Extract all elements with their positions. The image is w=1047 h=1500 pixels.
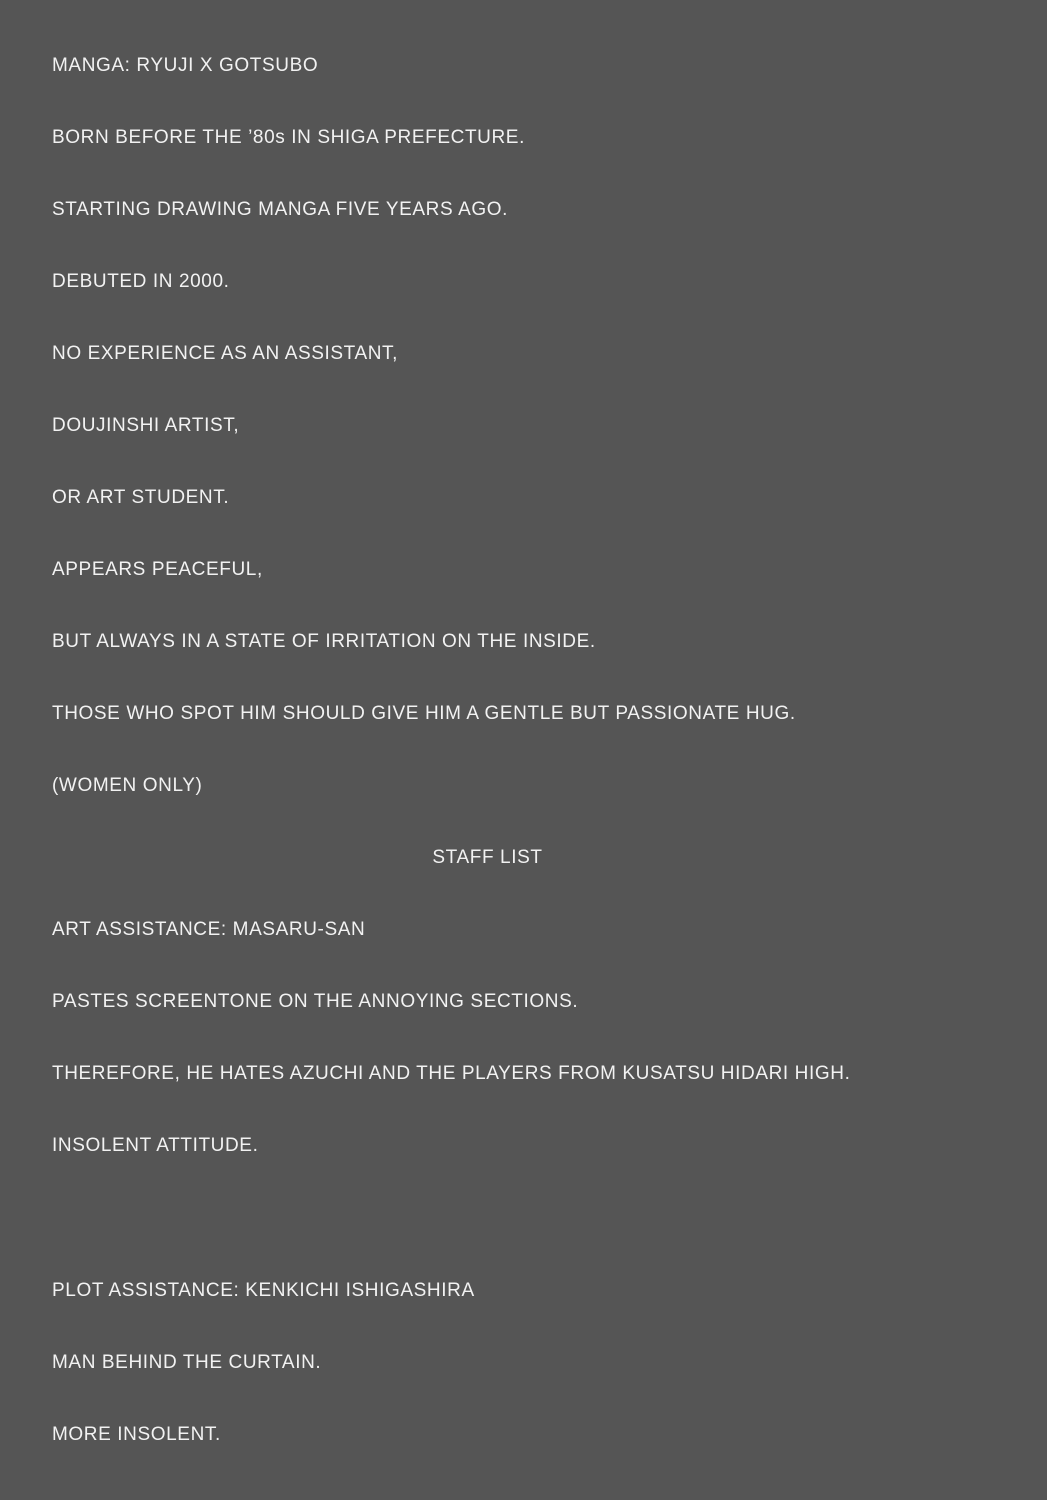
author-heading: MANGA: RYUJI X GOTSUBO xyxy=(52,55,319,76)
bio-line: OR ART STUDENT. xyxy=(52,487,230,508)
art-assistance-line: INSOLENT ATTITUDE. xyxy=(52,1135,259,1156)
bio-line: DEBUTED IN 2000. xyxy=(52,271,230,292)
plot-assistance-line: MORE INSOLENT. xyxy=(52,1424,221,1445)
plot-assistance-line: MAN BEHIND THE CURTAIN. xyxy=(52,1352,322,1373)
plot-assistance-heading: PLOT ASSISTANCE: KENKICHI ISHIGASHIRA xyxy=(52,1280,475,1301)
bio-line: APPEARS PEACEFUL, xyxy=(52,559,263,580)
art-assistance-heading: ART ASSISTANCE: MASARU-SAN xyxy=(52,919,366,940)
bio-line: STARTING DRAWING MANGA FIVE YEARS AGO. xyxy=(52,199,509,220)
art-assistance-line: THEREFORE, HE HATES AZUCHI AND THE PLAYERS FROM KUSATSU HIDARI HIGH. xyxy=(52,1063,851,1084)
bio-line: DOUJINSHI ARTIST, xyxy=(52,415,240,436)
bio-line: THOSE WHO SPOT HIM SHOULD GIVE HIM A GENTLE BUT PASSIONATE HUG. xyxy=(52,703,796,724)
bio-line: (WOMEN ONLY) xyxy=(52,775,203,796)
art-assistance-line: PASTES SCREENTONE ON THE ANNOYING SECTIONS. xyxy=(52,991,579,1012)
bio-line: BORN BEFORE THE ’80s IN SHIGA PREFECTURE. xyxy=(52,127,525,148)
staff-list-title: STAFF LIST xyxy=(432,847,543,868)
bio-line: NO EXPERIENCE AS AN ASSISTANT, xyxy=(52,343,399,364)
bio-line: BUT ALWAYS IN A STATE OF IRRITATION ON THE INSIDE. xyxy=(52,631,596,652)
